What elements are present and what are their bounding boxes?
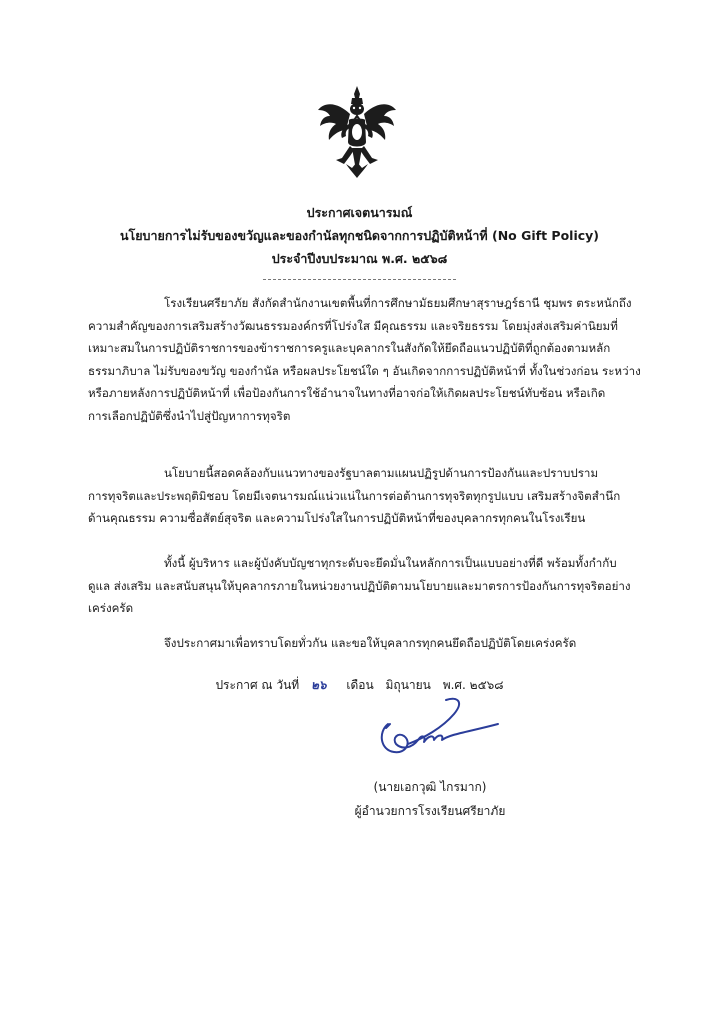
signature-stroke <box>368 694 502 764</box>
paragraph-line: การเลือกปฏิบัติซึ่งนำไปสู่ปัญหาการทุจริต <box>88 408 291 423</box>
paragraph-line: ธรรมาภิบาล ไม่รับของขวัญ ของกำนัล หรือผลประโยชน์ใด ๆ อันเกิดจากการปฏิบัติหน้าที่ ทั้งในช่วงก่อน ระหว่าง <box>88 363 641 378</box>
paragraph-line: นโยบายนี้สอดคล้องกับแนวทางของรัฐบาลตามแผนปฏิรูปด้านการป้องกันและปราบปราม <box>164 466 599 480</box>
paragraph-line: ความสำคัญของการเสริมสร้างวัฒนธรรมองค์กรที่โปร่งใส มีคุณธรรม และจริยธรรม โดยมุ่งส่งเสริมค่านิยมที่ <box>88 318 618 333</box>
director-signature <box>368 694 502 764</box>
policy-title: นโยบายการไม่รับของขวัญและของกำนัลทุกชนิดจากการปฏิบัติหน้าที่ (No Gift Policy) <box>119 228 600 243</box>
fiscal-year-title: ประจำปีงบประมาณ พ.ศ. ๒๕๖๘ <box>271 251 448 266</box>
paragraph-line: โรงเรียนศรียาภัย สังกัดสำนักงานเขตพื้นที่การศึกษามัธยมศึกษาสุราษฎร์ธานี ชุมพร ตระหนักถึง <box>164 296 632 310</box>
paragraph-line: เหมาะสมในการปฏิบัติราชการของข้าราชการครูและบุคลากรในสังกัดให้ยึดถือแนวปฏิบัติที่ถูกต้องตามหลัก <box>88 341 611 356</box>
paragraph-announcement <box>88 632 628 655</box>
paragraph-line: การทุจริตและประพฤติมิชอบ โดยมีเจตนารมณ์แน่วแน่ในการต่อต้านการทุจริตทุกรูปแบบ เสริมสร้างจิตสำนึก <box>88 488 621 503</box>
paragraph-line: หรือภายหลังการปฏิบัติหน้าที่ เพื่อป้องกันการใช้อำนาจในทางที่อาจก่อให้เกิดผลประโยชน์ทับซ้อน หรือเกิด <box>88 386 606 401</box>
paragraph-line: ด้านคุณธรรม ความซื่อสัตย์สุจริต และความโปร่งใสในการปฏิบัติหน้าที่ของบุคลากรทุกคนในโรงเรียน <box>88 511 586 526</box>
date-month: มิถุนายน <box>385 678 431 692</box>
announcement-date <box>0 674 719 696</box>
paragraph-government-policy <box>88 462 628 530</box>
date-month-label: เดือน <box>346 678 374 692</box>
signatory-position: ผู้อำนวยการโรงเรียนศรียาภัย <box>354 804 506 818</box>
date-year: พ.ศ. ๒๕๖๘ <box>442 678 504 692</box>
paragraph-line: จึงประกาศมาเพื่อทราบโดยทั่วกัน และขอให้บุคลากรทุกคนยึดถือปฏิบัติโดยเคร่งครัด <box>164 636 577 650</box>
date-prefix: ประกาศ ณ วันที่ <box>215 678 300 692</box>
paragraph-school-commitment <box>88 292 641 428</box>
paragraph-line: ทั้งนี้ ผู้บริหาร และผู้บังคับบัญชาทุกระดับจะยึดมั่นในหลักการเป็นแบบอย่างที่ดี พร้อมทั้งกำกับ <box>164 556 617 570</box>
paragraph-line: เคร่งครัด <box>88 601 134 616</box>
paragraph-line: ดูแล ส่งเสริม และสนับสนุนให้บุคลากรภายในหน่วยงานปฏิบัติตามนโยบายและมาตรการป้องกันการทุจริตอย่าง <box>88 578 631 593</box>
announcement-title: ประกาศเจตนารมณ์ <box>306 205 413 220</box>
date-day: ๒๖ <box>311 678 327 692</box>
signatory-name: (นายเอกวุฒิ ไกรมาก) <box>373 780 487 794</box>
garuda-emblem-graphic <box>316 84 398 180</box>
title-divider <box>263 279 456 280</box>
paragraph-executives-role <box>88 552 631 620</box>
garuda-emblem <box>316 84 398 180</box>
